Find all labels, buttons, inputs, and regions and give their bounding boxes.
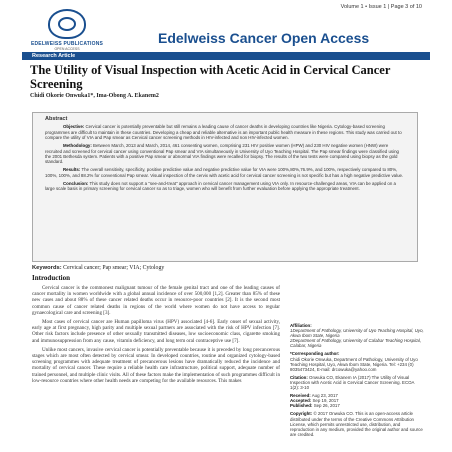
publisher-logo <box>22 9 112 51</box>
published-date: Sep 26, 2017 <box>313 403 340 409</box>
keywords-text: Cervical cancer; Pap smear; VIA; Cytology <box>63 265 165 271</box>
article-type-bar <box>22 52 430 60</box>
article-info-sidebar <box>290 323 424 440</box>
corresponding-author-block: *Corresponding author: Chidi Okorie Onwuka, Department of Pathology, University of Uyo Teaching Hospital, Uyo, Akwa Ibom State, Nigeria. Tel: +234 (0) 8035473424, E-mail: drcowuka@yahoo.com <box>290 351 418 372</box>
abstract-box <box>32 112 418 262</box>
article-authors: Chidi Okorie Onwuka1*, Ima-Obong A. Ekanem2 <box>30 93 159 99</box>
citation-block: Citation: Onwuka CO, Ekanem IA (2017) The Utility of Visual Inspection with Acetic Acid in Cervical Cancer Screening. ECOA 1(2): 3-10 <box>290 374 415 391</box>
abstract-conclusion: Conclusion: This study does not support a "see-and-treat" approach in cervical cancer management using VIA only. In resource-challenged areas, VIA can be applied on a large scale basis in primary screening for cervical cancer so as to triage, women who will benefit from further evaluation before applying the appropriate treatment. <box>45 180 396 191</box>
introduction-heading: Introduction <box>32 274 70 282</box>
dates-block: Received: Aug 23, 2017 Accepted: Sep 19, 2017 Published: Sep 26, 2017 <box>290 393 340 409</box>
abstract-objective: Objective: Cervical cancer is potentially preventable but still remains a leading cause of cancer deaths in developing countries like Nigeria. Cytology-based screening programmes are difficult to maintain in these countries. Developing a cheap and reliable alternative is an important public health measure in these regions. This study was carried out to compare the utility of VIA and Pap smear as Cervical cancer screening methods in HIV-infected and non HIV-infected women. <box>45 124 402 141</box>
intro-paragraph-2: Most cases of cervical cancer are Human papilloma virus (HPV) associated [4-6]. Early onset of sexual activity, early age at first pregnancy, high parity and multiple sexual partners are associated with the risk of HPV infection [7]. Other risk factors include presence of other sexually transmitted diseases, low socioeconomic class, cigarette smoking and immunosuppression from any cause, vitamin deficiency, and long term oral contraceptive use [7]. <box>32 319 280 344</box>
copyright-text: © 2017 Onwuka CO. This is an open-access article distributed under the terms of the Creative Commons Attribution License, which permits unrestricted use, distribution, and reproduction in any medium, provided the original author and source are credited. <box>290 411 423 437</box>
keywords <box>32 265 164 271</box>
intro-paragraph-1: Cervical cancer is the commonest malignant tumour of the female genital tract and one of the leading causes of cancer mortality in women worldwide with a global annual incidence of over 500,000 [1,2]. Greater than 85% of these new cases and about 88% of these cancer related deaths occur in resource-poor countries [2]. It is the second most common cause of cancer related deaths in regions of the world where women do not have access to regular gynaecological care and screening [3]. <box>32 285 280 316</box>
abstract-methodology: Methodology: Between March, 2013 and March, 2014, 461 consenting women, comprising 231 HIV positive women (HPW) and 230 HIV negative women (HNW) were recruited and screened for cervical cancer using conventional Pap smear and VIA simultaneously in University of Uyo Teaching Hospital. The Pap smear findings were classified using the 2001 Bethesda system. Patients with a positive Pap smear or abnormal VIA findings were recalled for biopsy. The results of the two tests were compared using biopsy as the gold standard. <box>45 143 399 165</box>
introduction-body <box>32 285 280 387</box>
intro-paragraph-3: Unlike most cancers, invasive cervical cancer is potentially preventable because it is preceded by long precancerous stages which are most often detected by cervical smear. In developed countries, routine and organized cytology-based screening programmes with adequate treatment of precancerous lesions have dramatically reduced the incidence and mortality of cervical cancer. These require a reliable health care infrastructure, political support, adequate number of trained personnel, and multiple clinic visits. All of these factors make the implementation of such programmes difficult in low-resource countries where other health needs are competing for the available resources. This makes <box>32 346 280 384</box>
abstract-heading: Abstract <box>45 116 68 122</box>
article-title: The Utility of Visual Inspection with Acetic Acid in Cervical Cancer Screening <box>30 63 391 91</box>
citation-text: Onwuka CO, Ekanem IA (2017) The Utility of Visual Inspection with Acetic Acid in Cervical Cancer Screening. ECOA 1(2): 3-10 <box>290 374 415 391</box>
affiliation-block: Affiliation: 1Department of Pathology, University of Uyo Teaching Hospital, Uyo, Akwa Ibom State, Nigeria 2Department of Pathology, University of Calabar Teaching Hospital, Calabar, Nigeria <box>290 323 424 349</box>
corresponding-author: Chidi Okorie Onwuka, Department of Pathology, University of Uyo Teaching Hospital, Uyo, Akwa Ibom State, Nigeria. Tel: +234 (0) 8035473424, E-mail: drcowuka@yahoo.com <box>290 356 418 372</box>
copyright-block: Copyright: © 2017 Onwuka CO. This is an open-access article distributed under the terms of the Creative Commons Attribution License, which permits unrestricted use, distribution, and reproduction in any medium, provided the original author and source are credited. <box>290 411 423 437</box>
journal-title: Edelweiss Cancer Open Access <box>158 30 370 46</box>
volume-issue-page: Volume 1 • Issue 1 | Page 3 of 10 <box>340 4 422 10</box>
publisher-tagline: OPEN ACCESS <box>54 47 80 51</box>
affiliation-1: 1Department of Pathology, University of Uyo Teaching Hospital, Uyo, Akwa Ibom State, Nigeria <box>290 328 424 339</box>
keywords-label: Keywords: <box>32 265 62 271</box>
abstract-results: Results: The overall sensitivity, specificity, positive predictive value and negative predictive value for VIA were 100%,80%,76.9%, and 100%, respectively compared to 80%, 100%, 100%, and 88.2% for conventional Pap smear. Visual inspection of the cervix with acetic acid for cervical cancer screening is not specific but has a high negative predictive value. <box>45 167 404 178</box>
edelweiss-flower-icon <box>48 9 86 39</box>
publisher-name: EDELWEISS PUBLICATIONS <box>30 41 104 47</box>
affiliation-2: 2Department of Pathology, University of Calabar Teaching Hospital, Calabar, Nigeria <box>290 338 422 349</box>
article-type: Research Article <box>32 53 76 59</box>
accepted-date: Sep 19, 2017 <box>312 398 339 404</box>
received-date: Aug 23, 2017 <box>311 393 338 399</box>
